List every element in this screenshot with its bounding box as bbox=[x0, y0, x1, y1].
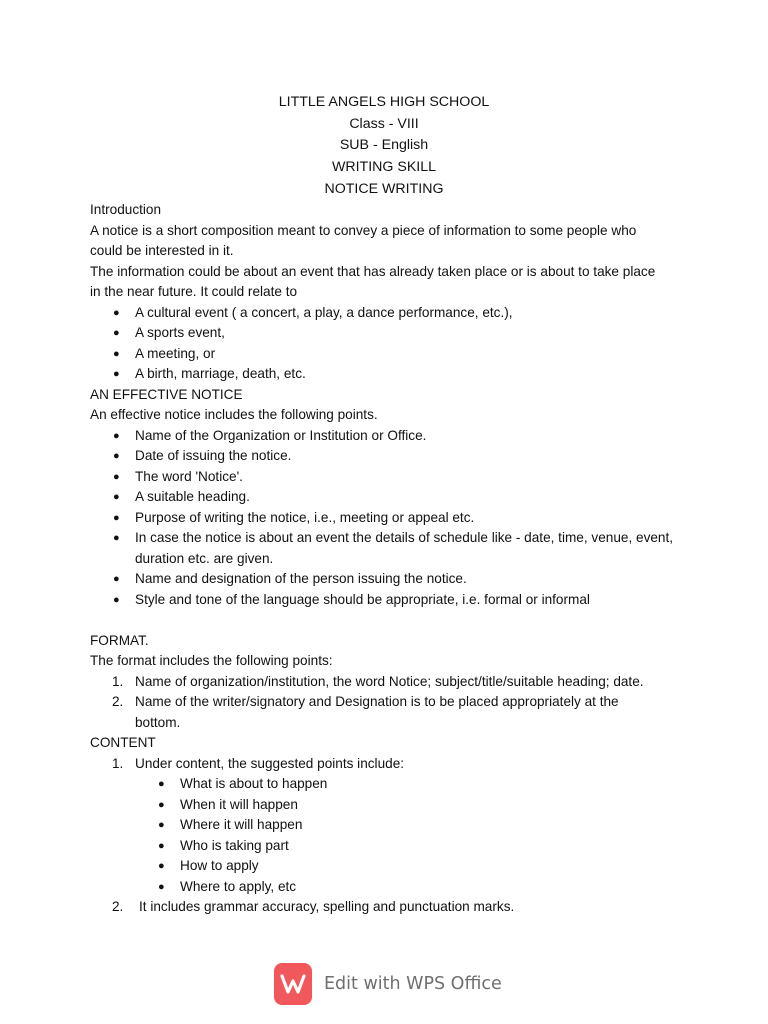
list-item: ● A meeting, or bbox=[90, 344, 690, 365]
list-item: ● A birth, marriage, death, etc. bbox=[90, 364, 690, 385]
list-item: ● Date of issuing the notice. bbox=[90, 446, 690, 467]
bullet-icon: ● bbox=[113, 532, 120, 544]
intro-paragraph-1-line-2: could be interested in it. bbox=[90, 243, 234, 258]
effective-notice-intro: An effective notice includes the following points. bbox=[90, 407, 378, 422]
intro-heading: Introduction bbox=[90, 202, 162, 217]
sub-list-item: ● Who is taking part bbox=[90, 836, 690, 857]
sub-list-item: ● Where it will happen bbox=[90, 815, 690, 836]
bullet-icon: ● bbox=[158, 819, 165, 831]
class-line: Class - VIII bbox=[349, 115, 419, 132]
topic-line: NOTICE WRITING bbox=[324, 180, 444, 197]
wps-label: Edit with WPS Office bbox=[324, 973, 502, 994]
effective-notice-heading: AN EFFECTIVE NOTICE bbox=[90, 386, 243, 402]
list-item-continuation: duration etc. are given. bbox=[135, 550, 274, 566]
bullet-icon: ● bbox=[113, 593, 120, 606]
school-name: LITTLE ANGELS HIGH SCHOOL bbox=[278, 94, 490, 110]
content-heading: CONTENT bbox=[90, 735, 156, 750]
bullet-icon: ● bbox=[113, 306, 120, 319]
spacer bbox=[90, 610, 690, 631]
list-item: ● A cultural event ( a concert, a play, a dance performance, etc.), bbox=[90, 303, 690, 324]
skill-line: WRITING SKILL bbox=[331, 159, 437, 176]
list-item: ● A suitable heading. bbox=[90, 487, 690, 508]
intro-paragraph-1-line-1: A notice is a short composition meant to convey a piece of information to some people who bbox=[90, 222, 637, 238]
document-header bbox=[0, 92, 768, 201]
bullet-icon: ● bbox=[113, 511, 120, 524]
list-item: ● Name and designation of the person issuing the notice. bbox=[90, 569, 690, 590]
bullet-icon: ● bbox=[158, 798, 165, 811]
bullet-icon: ● bbox=[158, 860, 165, 872]
format-heading: FORMAT. bbox=[90, 632, 149, 648]
subject-line: SUB - English bbox=[339, 137, 429, 154]
list-item: ● Name of the Organization or Institution or Office. bbox=[90, 426, 690, 447]
document-body bbox=[90, 200, 690, 918]
list-item: ● Purpose of writing the notice, i.e., meeting or appeal etc. bbox=[90, 508, 690, 529]
numbered-item: 1. Name of organization/institution, the word Notice; subject/title/suitable heading; date. bbox=[112, 673, 644, 689]
bullet-icon: ● bbox=[113, 327, 120, 339]
numbered-item: 2. Name of the writer/signatory and Designation is to be placed appropriately at the bbox=[112, 694, 619, 709]
bullet-icon: ● bbox=[113, 470, 120, 483]
list-item: ● The word 'Notice'. bbox=[90, 467, 690, 488]
bullet-icon: ● bbox=[113, 450, 120, 462]
list-item: ● Style and tone of the language should be appropriate, i.e. formal or informal bbox=[90, 590, 690, 611]
numbered-item: 2. It includes grammar accuracy, spelling and punctuation marks. bbox=[112, 899, 515, 914]
sub-list-item: ● Where to apply, etc bbox=[90, 877, 690, 898]
wps-logo-icon bbox=[274, 963, 312, 1005]
bullet-icon: ● bbox=[113, 491, 120, 503]
format-intro: The format includes the following points: bbox=[90, 653, 333, 668]
bullet-icon: ● bbox=[113, 573, 120, 585]
list-item: ● In case the notice is about an event the details of schedule like - date, time, venue, event, bbox=[90, 528, 690, 549]
numbered-item-continuation: bottom. bbox=[135, 714, 181, 730]
wps-w-glyph-icon bbox=[280, 973, 306, 995]
bullet-icon: ● bbox=[113, 347, 120, 360]
bullet-icon: ● bbox=[113, 429, 120, 442]
sub-list-item: ● What is about to happen bbox=[90, 774, 690, 795]
bullet-icon: ● bbox=[113, 368, 120, 380]
bullet-icon: ● bbox=[158, 839, 165, 852]
bullet-icon: ● bbox=[158, 778, 165, 790]
intro-paragraph-2-line-2: in the near future. It could relate to bbox=[90, 284, 298, 299]
sub-list-item: ● When it will happen bbox=[90, 795, 690, 816]
intro-paragraph-2-line-1: The information could be about an event that has already taken place or is about to take place bbox=[90, 263, 656, 279]
sub-list-item: ● How to apply bbox=[90, 856, 690, 877]
edit-with-wps-button[interactable] bbox=[274, 963, 502, 1005]
list-item: ● A sports event, bbox=[90, 323, 690, 344]
numbered-item: 1. Under content, the suggested points include: bbox=[112, 755, 405, 771]
bullet-icon: ● bbox=[158, 880, 165, 893]
